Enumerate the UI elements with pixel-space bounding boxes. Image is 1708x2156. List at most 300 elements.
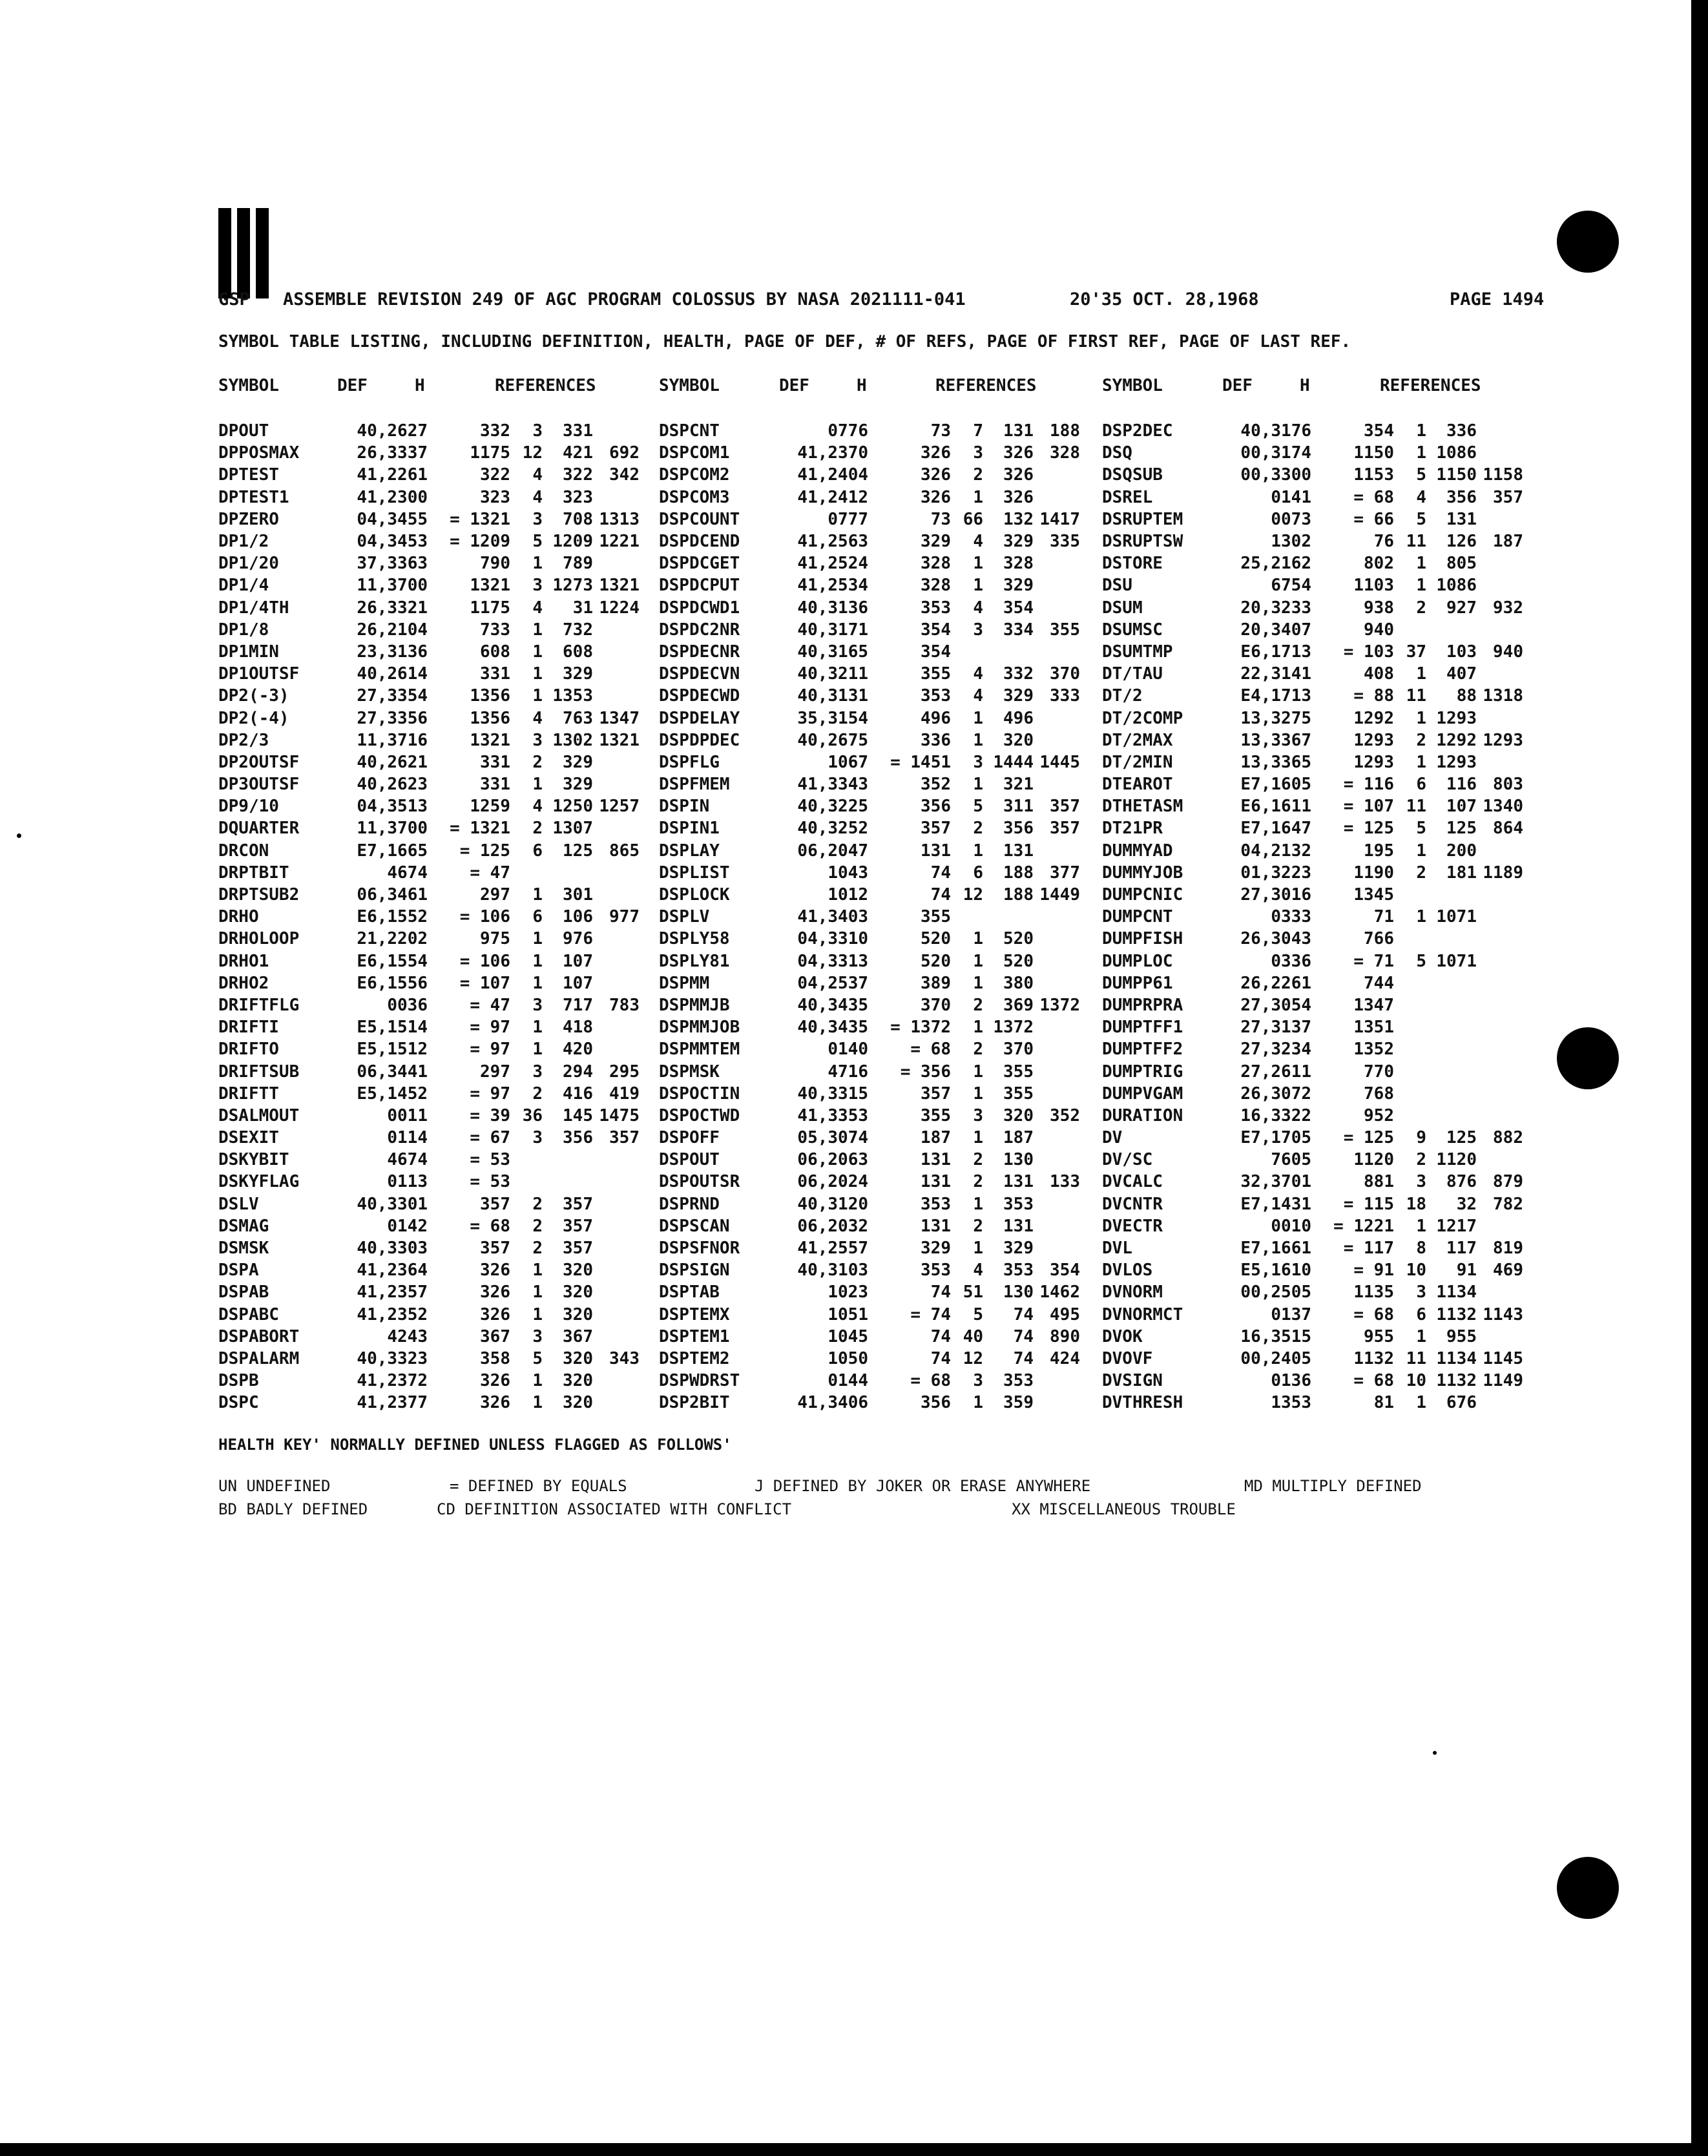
cell-p2: 865 [609, 841, 640, 861]
cell-n: 3 [532, 1062, 543, 1082]
cell-p1: 320 [1003, 1105, 1034, 1125]
cell-n: 1 [532, 620, 543, 640]
table-row [656, 928, 1083, 950]
cell-h: = 91 [1353, 1261, 1394, 1281]
cell-n: 2 [1416, 598, 1426, 618]
legend-conflict: CD DEFINITION ASSOCIATED WITH CONFLICT [437, 1500, 792, 1518]
cell-n [1397, 619, 1429, 641]
scan-speck [1433, 1751, 1437, 1755]
cell-def: 04,3313 [797, 951, 868, 971]
cell-n: 1 [1416, 708, 1426, 728]
table-row [656, 862, 1083, 884]
cell-sym: DSMAG [218, 1216, 269, 1236]
cell-n: 5 [973, 1304, 983, 1324]
table-row [656, 1215, 1083, 1237]
cell-n: 1 [973, 951, 983, 971]
cell-p2 [1036, 906, 1083, 928]
cell-n: 1 [532, 1261, 543, 1281]
cell-p2 [1479, 1215, 1526, 1237]
cell-p2 [596, 1326, 642, 1348]
cell-p2 [596, 420, 642, 442]
cell-p2: 357 [1493, 487, 1523, 507]
cell-def: 41,2534 [797, 576, 868, 596]
cell-p1: 326 [1003, 487, 1034, 507]
cell-def: 1067 [828, 752, 868, 772]
cell-n: 4 [532, 465, 543, 485]
cell-def: 7605 [1271, 1150, 1311, 1170]
cell-p2: 803 [1493, 775, 1523, 795]
table-row [656, 950, 1083, 972]
table-row [216, 487, 642, 508]
cell-def: 0333 [1271, 907, 1311, 927]
cell-p2 [1036, 1083, 1083, 1105]
cell-sym: DRIFTFLG [218, 995, 300, 1015]
cell-n [953, 906, 986, 928]
cell-p1: 356 [563, 1128, 593, 1148]
cell-n: 10 [1406, 1371, 1426, 1391]
cell-def: 40,2614 [357, 664, 428, 684]
cell-n: 10 [1406, 1261, 1426, 1281]
cell-def: 41,3403 [797, 907, 868, 927]
cell-p1: 107 [1446, 797, 1477, 817]
cell-h: 1293 [1353, 730, 1394, 750]
table-row [216, 1038, 642, 1060]
table-row [216, 1281, 642, 1303]
header-title: ASSEMBLE REVISION 249 OF AGC PROGRAM COLOSSUS BY NASA 2021111-041 [283, 289, 966, 309]
cell-sym: DUMPTRIG [1102, 1062, 1183, 1082]
table-row [656, 840, 1083, 862]
cell-p1: 107 [563, 951, 593, 971]
cell-sym: DSPMMJB [659, 995, 730, 1015]
cell-h: 131 [921, 1172, 951, 1192]
cell-p2: 354 [1050, 1261, 1080, 1281]
cell-p1: 301 [563, 885, 593, 905]
cell-p2 [1036, 552, 1083, 574]
cell-n: 4 [973, 598, 983, 618]
cell-h: 73 [930, 509, 951, 529]
cell-p1: 32 [1456, 1194, 1477, 1214]
cell-sym: DVLOS [1102, 1261, 1153, 1281]
table-row [216, 1149, 642, 1171]
cell-def: 40,3120 [797, 1194, 868, 1214]
cell-def: 1043 [828, 863, 868, 883]
table-row [1099, 1105, 1526, 1127]
cell-sym: DSPOUTSR [659, 1172, 740, 1192]
cell-h: 353 [921, 598, 951, 618]
cell-def: 4674 [387, 1150, 428, 1170]
cell-h: 1321 [470, 730, 510, 750]
cell-p1: 608 [563, 642, 593, 662]
cell-h: = 88 [1353, 686, 1394, 706]
cell-n: 11 [1406, 1348, 1426, 1368]
cell-h: 74 [930, 1282, 951, 1303]
legend-badly: BD BADLY DEFINED [218, 1500, 368, 1518]
cell-p2: 1224 [599, 598, 640, 618]
cell-def: 41,2357 [357, 1282, 428, 1303]
cell-n [1397, 994, 1429, 1016]
cell-h: = 68 [1353, 1371, 1394, 1391]
cell-n: 3 [973, 1371, 983, 1391]
col1-def-header: DEF [337, 376, 368, 395]
table-row [1099, 751, 1526, 773]
cell-sym: DUMPRPRA [1102, 995, 1183, 1015]
cell-sym: DSPDELAY [659, 708, 740, 728]
cell-h: 520 [921, 929, 951, 949]
cell-n: 1 [1416, 554, 1426, 574]
cell-def: 41,2352 [357, 1304, 428, 1324]
cell-h: 389 [921, 973, 951, 993]
cell-sym: DP9/10 [218, 797, 279, 817]
col1-symbol-header: SYMBOL [218, 376, 279, 395]
table-row [1099, 442, 1526, 464]
cell-def: 25,2162 [1240, 554, 1311, 574]
cell-p1: 88 [1456, 686, 1477, 706]
cell-n: 2 [973, 1172, 983, 1192]
table-row [656, 817, 1083, 839]
cell-h: 355 [921, 664, 951, 684]
table-row [216, 1083, 642, 1105]
cell-n: 1 [532, 554, 543, 574]
cell-n [1397, 1060, 1429, 1082]
cell-p1 [1429, 619, 1479, 641]
cell-def: 41,2557 [797, 1239, 868, 1259]
cell-h: = 66 [1353, 509, 1394, 529]
cell-n: 3 [973, 620, 983, 640]
cell-n: 11 [1406, 532, 1426, 552]
cell-def: 1051 [828, 1304, 868, 1324]
cell-n: 1 [532, 1304, 543, 1324]
cell-h: 496 [921, 708, 951, 728]
cell-sym: DRHO [218, 907, 259, 927]
cell-def: 41,3353 [797, 1105, 868, 1125]
cell-h: 336 [921, 730, 951, 750]
header-gsp: GSP [218, 289, 250, 309]
cell-p1: 1134 [1436, 1348, 1477, 1368]
cell-n: 1 [532, 775, 543, 795]
cell-def: 40,3252 [797, 819, 868, 839]
cell-sym: DSEXIT [218, 1128, 279, 1148]
cell-def: 0776 [828, 421, 868, 441]
cell-sym: DPTEST [218, 465, 279, 485]
cell-p1: 320 [563, 1371, 593, 1391]
cell-p2 [596, 884, 642, 906]
table-row [1099, 729, 1526, 751]
cell-h: = 106 [459, 907, 510, 927]
cell-n: 1 [973, 487, 983, 507]
cell-p2 [1036, 972, 1083, 994]
cell-def: 26,2104 [357, 620, 428, 640]
cell-def: E7,1647 [1240, 819, 1311, 839]
cell-p2: 890 [1050, 1326, 1080, 1346]
cell-p1: 1372 [993, 1018, 1034, 1038]
cell-p1: 1209 [552, 532, 593, 552]
cell-n: 1 [1416, 1216, 1426, 1236]
table-row [1099, 420, 1526, 442]
cell-h: 297 [480, 1062, 510, 1082]
cell-n: 2 [1416, 1150, 1426, 1170]
cell-def: 26,3043 [1240, 929, 1311, 949]
cell-p1: 732 [563, 620, 593, 640]
cell-sym: DV/SC [1102, 1150, 1153, 1170]
cell-p1: 1293 [1436, 752, 1477, 772]
cell-def: E5,1610 [1240, 1261, 1311, 1281]
cell-def: E6,1552 [357, 907, 428, 927]
cell-p1: 181 [1446, 863, 1477, 883]
cell-h: = 125 [459, 841, 510, 861]
table-row [216, 442, 642, 464]
table-row [1099, 994, 1526, 1016]
table-row [216, 508, 642, 530]
cell-sym: DVOK [1102, 1326, 1143, 1346]
col1-h-header: H [415, 376, 425, 395]
cell-def: 41,2524 [797, 554, 868, 574]
cell-p1: 1293 [1436, 708, 1477, 728]
cell-def: 04,2537 [797, 973, 868, 993]
table-row [656, 729, 1083, 751]
cell-n: 1 [973, 1239, 983, 1259]
cell-p2 [1036, 1149, 1083, 1171]
cell-n: 2 [1416, 863, 1426, 883]
table-row [1099, 574, 1526, 596]
cell-n: 12 [963, 1348, 983, 1368]
cell-def: 40,3315 [797, 1083, 868, 1104]
cell-n [953, 641, 986, 663]
cell-p1: 125 [1446, 819, 1477, 839]
cell-sym: DSPIN [659, 797, 710, 817]
cell-p1 [1429, 994, 1479, 1016]
cell-sym: DSPMMJOB [659, 1018, 740, 1038]
cell-n: 1 [973, 1393, 983, 1413]
cell-p1 [1429, 972, 1479, 994]
cell-p1: 329 [563, 775, 593, 795]
cell-p1: 131 [1446, 509, 1477, 529]
cell-def: 40,2675 [797, 730, 868, 750]
cell-p2 [1479, 884, 1526, 906]
cell-def: 0136 [1271, 1371, 1311, 1391]
cell-sym: DSPDECNR [659, 642, 740, 662]
cell-n: 8 [1416, 1239, 1426, 1259]
cell-p2 [1479, 442, 1526, 464]
table-row [216, 1304, 642, 1326]
cell-p2: 357 [609, 1128, 640, 1148]
cell-h: 608 [480, 642, 510, 662]
cell-n: 1 [532, 929, 543, 949]
cell-n [1397, 1016, 1429, 1038]
cell-h: 1132 [1353, 1348, 1394, 1368]
cell-def: 37,3363 [357, 554, 428, 574]
cell-def: 27,3137 [1240, 1018, 1311, 1038]
cell-p2 [596, 487, 642, 508]
table-row [216, 1016, 642, 1038]
table-row [216, 994, 642, 1016]
cell-n: 4 [532, 797, 543, 817]
cell-p1: 520 [1003, 951, 1034, 971]
cell-h: 355 [921, 1105, 951, 1125]
cell-p1: 320 [1003, 730, 1034, 750]
cell-p2: 1321 [599, 576, 640, 596]
cell-h: 938 [1364, 598, 1394, 618]
cell-h: 322 [480, 465, 510, 485]
cell-n: 3 [532, 1128, 543, 1148]
cell-p2 [596, 641, 642, 663]
table-row [1099, 817, 1526, 839]
cell-p1: 130 [1003, 1150, 1034, 1170]
cell-p1: 1086 [1436, 576, 1477, 596]
cell-def: E4,1713 [1240, 686, 1311, 706]
cell-p2 [1479, 508, 1526, 530]
cell-def: 40,3435 [797, 1018, 868, 1038]
cell-p2: 1417 [1039, 509, 1080, 529]
cell-sym: DUMPLOC [1102, 951, 1173, 971]
cell-h: 326 [480, 1261, 510, 1281]
table-row [656, 751, 1083, 773]
cell-p2: 295 [609, 1062, 640, 1082]
cell-p1: 357 [563, 1194, 593, 1214]
cell-h: 71 [1373, 907, 1394, 927]
cell-def: 04,3513 [357, 797, 428, 817]
cell-sym: DSPFLG [659, 752, 720, 772]
table-row [216, 420, 642, 442]
cell-def: 0144 [828, 1371, 868, 1391]
cell-n: 51 [963, 1282, 983, 1303]
cell-sym: DSPLAY [659, 841, 720, 861]
table-row [1099, 1016, 1526, 1038]
cell-h: = 39 [470, 1105, 510, 1125]
cell-h: 1175 [470, 598, 510, 618]
table-row [1099, 1215, 1526, 1237]
cell-n: 4 [532, 487, 543, 507]
cell-h: 367 [480, 1326, 510, 1346]
cell-p1 [545, 862, 596, 884]
cell-p2 [596, 685, 642, 707]
table-row [656, 1392, 1083, 1414]
cell-def: 41,3406 [797, 1393, 868, 1413]
cell-def: 26,3321 [357, 598, 428, 618]
cell-def: 23,3136 [357, 642, 428, 662]
table-row [216, 1348, 642, 1370]
cell-sym: DUMPCNT [1102, 907, 1173, 927]
cell-n: 2 [1416, 730, 1426, 750]
cell-p2 [1479, 619, 1526, 641]
cell-def: 4243 [387, 1326, 428, 1346]
cell-p1: 355 [1003, 1062, 1034, 1082]
cell-h: 353 [921, 1194, 951, 1214]
cell-def: 41,2364 [357, 1261, 428, 1281]
cell-sym: DSPTAB [659, 1282, 720, 1303]
cell-h: = 1221 [1333, 1216, 1394, 1236]
cell-sym: DSPDCWD1 [659, 598, 740, 618]
cell-h: 352 [921, 775, 951, 795]
cell-h: 131 [921, 841, 951, 861]
cell-p2 [1036, 1392, 1083, 1414]
cell-n: 11 [1406, 797, 1426, 817]
table-row [216, 972, 642, 994]
cell-h: 73 [930, 421, 951, 441]
cell-h: 1190 [1353, 863, 1394, 883]
cell-sym: DVL [1102, 1239, 1132, 1259]
table-row [1099, 1149, 1526, 1171]
cell-p2: 1449 [1039, 885, 1080, 905]
cell-h: 770 [1364, 1062, 1394, 1082]
cell-p2 [1036, 773, 1083, 795]
cell-def: 41,2370 [797, 443, 868, 463]
cell-n: 2 [973, 995, 983, 1015]
legend-undefined: UN UNDEFINED [218, 1477, 331, 1495]
cell-h: 520 [921, 951, 951, 971]
table-row [216, 464, 642, 486]
cell-p1: 107 [563, 973, 593, 993]
table-row [1099, 1038, 1526, 1060]
table-row [216, 950, 642, 972]
cell-p2: 187 [1493, 532, 1523, 552]
cell-sym: DSPSCAN [659, 1216, 730, 1236]
cell-def: 40,3301 [357, 1194, 428, 1214]
cell-p2 [1036, 1237, 1083, 1259]
cell-p1: 356 [1003, 819, 1034, 839]
table-row [656, 663, 1083, 685]
cell-h: 1356 [470, 686, 510, 706]
cell-p2: 352 [1050, 1105, 1080, 1125]
cell-def: 27,3016 [1240, 885, 1311, 905]
cell-def: 26,2261 [1240, 973, 1311, 993]
table-row [656, 1016, 1083, 1038]
cell-h: 802 [1364, 554, 1394, 574]
cell-sym: DSPDECWD [659, 686, 740, 706]
cell-def: 40,2627 [357, 421, 428, 441]
cell-def: 27,3354 [357, 686, 428, 706]
cell-sym: DSTORE [1102, 554, 1163, 574]
cell-p1: 356 [1446, 487, 1477, 507]
cell-h: 1352 [1353, 1040, 1394, 1060]
cell-sym: DSPLY58 [659, 929, 730, 949]
table-row [656, 795, 1083, 817]
cell-p2 [596, 1171, 642, 1193]
cell-def: E5,1514 [357, 1018, 428, 1038]
cell-def: 0011 [387, 1105, 428, 1125]
cell-sym: DVSIGN [1102, 1371, 1163, 1391]
cell-n: 4 [532, 598, 543, 618]
symbol-table-column-2 [656, 420, 1083, 1414]
cell-sym: DUMPTFF2 [1102, 1040, 1183, 1060]
cell-h: = 356 [900, 1062, 951, 1082]
table-row [216, 1171, 642, 1193]
cell-n: 1 [973, 929, 983, 949]
cell-sym: DPTEST1 [218, 487, 289, 507]
cell-p1: 420 [563, 1040, 593, 1060]
col1-references-header: REFERENCES [495, 376, 596, 395]
cell-p2 [1036, 1193, 1083, 1215]
cell-p1: 74 [1013, 1304, 1034, 1324]
cell-def: 0114 [387, 1128, 428, 1148]
table-row [216, 729, 642, 751]
cell-h: 1356 [470, 708, 510, 728]
cell-n: 1 [532, 951, 543, 971]
cell-p1 [545, 1149, 596, 1171]
cell-n: 37 [1406, 642, 1426, 662]
cell-sym: DSLV [218, 1194, 259, 1214]
cell-p2 [1479, 1105, 1526, 1127]
cell-h: 370 [921, 995, 951, 1015]
table-row [1099, 906, 1526, 928]
cell-def: 41,2377 [357, 1393, 428, 1413]
cell-p1: 329 [563, 664, 593, 684]
cell-p2: 1189 [1483, 863, 1523, 883]
cell-sym: DT/2 [1102, 686, 1143, 706]
cell-n: 1 [973, 1018, 983, 1038]
cell-sym: DSP2DEC [1102, 421, 1173, 441]
cell-n: 2 [973, 819, 983, 839]
cell-def: 1012 [828, 885, 868, 905]
